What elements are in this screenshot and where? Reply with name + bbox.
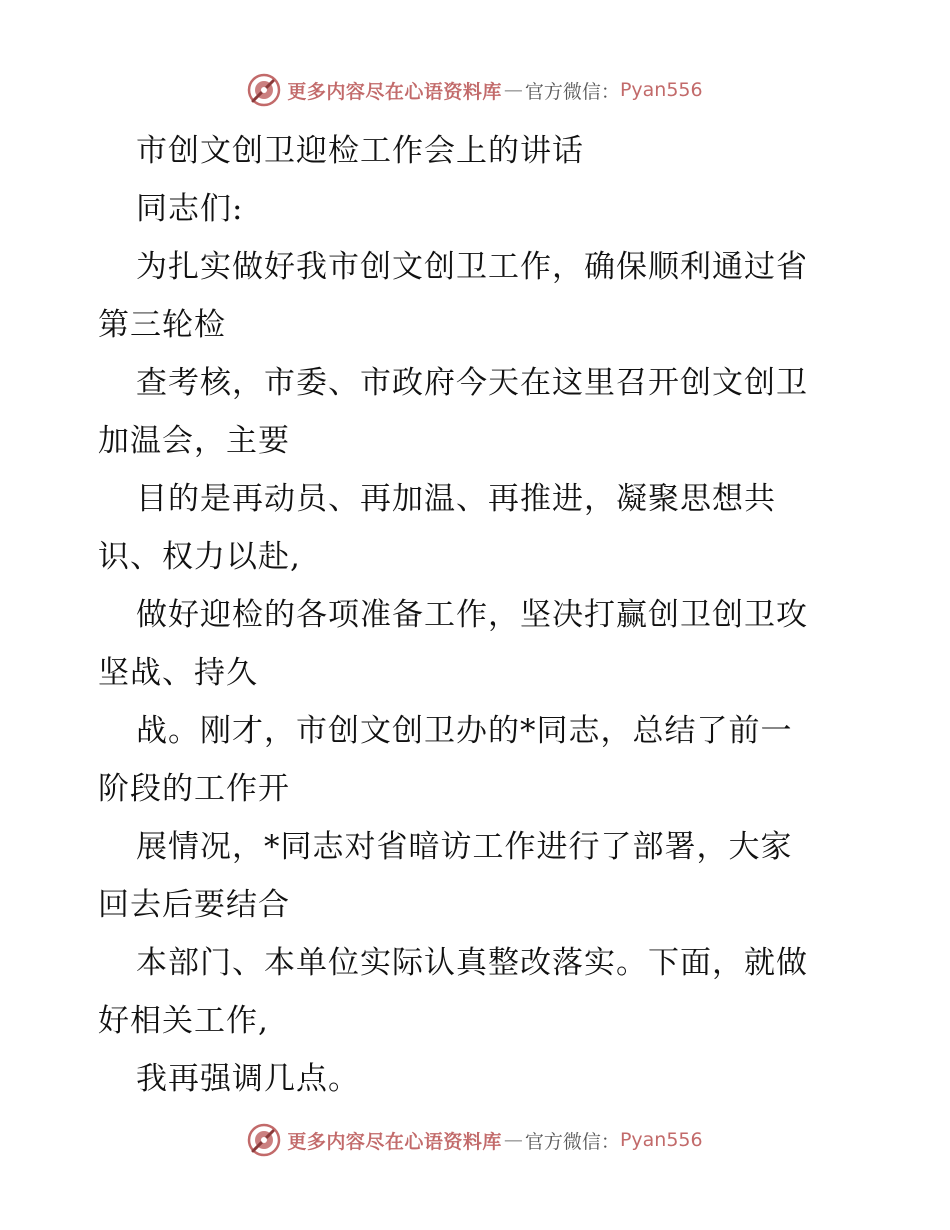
watermark-wechat-id: Pyan556	[619, 79, 703, 101]
paragraph-line: 好相关工作,	[98, 1003, 269, 1039]
paragraph-line: 目的是再动员、再加温、再推进，凝聚思想共	[136, 481, 776, 517]
paragraph-line: 识、权力以赴,	[98, 539, 301, 575]
paragraph-line: 阶段的工作开	[98, 771, 290, 807]
paragraph-line: 坚战、持久	[98, 655, 258, 691]
watermark-brand-text: 更多内容尽在心语资料库	[287, 1130, 502, 1153]
greeting: 同志们:	[136, 191, 244, 227]
watermark-dash: —	[503, 1129, 523, 1151]
header-watermark	[0, 70, 950, 110]
watermark-brand-text: 更多内容尽在心语资料库	[287, 80, 502, 103]
paragraph-line: 战。刚才，市创文创卫办的*同志，总结了前一	[136, 713, 793, 749]
brand-logo-icon	[247, 73, 281, 107]
document-title: 市创文创卫迎检工作会上的讲话	[136, 133, 584, 169]
brand-logo-icon	[247, 1123, 281, 1157]
paragraph-line: 我再强调几点。	[136, 1061, 360, 1097]
paragraph-line: 为扎实做好我市创文创卫工作，确保顺利通过省	[136, 249, 808, 285]
paragraph-line: 展情况，*同志对省暗访工作进行了部署，大家	[136, 829, 793, 865]
watermark-label: 官方微信：	[524, 80, 620, 103]
watermark-dash: —	[503, 79, 523, 101]
paragraph-line: 查考核，市委、市政府今天在这里召开创文创卫	[136, 365, 808, 401]
watermark-label: 官方微信：	[524, 1130, 620, 1153]
paragraph-line: 回去后要结合	[98, 887, 290, 923]
paragraph-line: 本部门、本单位实际认真整改落实。下面，就做	[136, 945, 808, 981]
footer-watermark	[0, 1120, 950, 1160]
paragraph-line: 做好迎检的各项准备工作，坚决打赢创卫创卫攻	[136, 597, 808, 633]
document-body	[98, 122, 858, 1108]
watermark-wechat-id: Pyan556	[619, 1129, 703, 1151]
paragraph-line: 第三轮检	[98, 307, 226, 343]
paragraph-line: 加温会，主要	[98, 423, 290, 459]
